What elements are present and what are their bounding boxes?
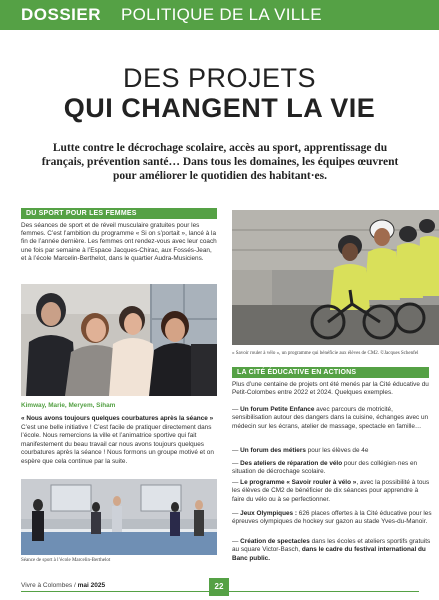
quote-heading: « Nous avons toujours quelques courbatures après la séance » (21, 415, 214, 422)
photo-bikes-caption: « Savoir rouler à vélo », un programme qui bénéficie aux élèves de CM2. ©Jacques Schenfel (232, 351, 419, 356)
photo-women-group-illustration (21, 284, 217, 396)
photo-women-group (21, 284, 217, 396)
section-header-bar (0, 0, 439, 30)
testimonial-quote (21, 415, 217, 467)
cite-item-3: — Des ateliers de réparation de vélo pour des collégien·nes en situation de décrochage scolaire. (232, 460, 418, 476)
cite-item-4-title: Le programme « Savoir rouler à vélo » (240, 479, 357, 486)
cite-item-5: — Jeux Olympiques : 626 places offertes à la Cité éducative pour les épreuves olympiques de hockey sur gazon au stade Yves-du-Manoir. (232, 510, 432, 526)
page-title-line1: DES PROJETS (122, 63, 317, 93)
quote-body: C’est une belle initiative ! C’est facile de pratiquer directement dans l’école. Nous remercions la ville et l’animatrice sportive qui fait manifestement du beau travail car nous avons toujours quelques courbatures après la séance ! Nous formons un groupe motivé et on espère que cela continue par la suite. (21, 423, 214, 465)
cite-item-2-text: pour les élèves de 4e (305, 447, 369, 454)
photo-children-bikes-illustration (232, 210, 439, 345)
cite-item-6-text: dans les écoles et ateliers sportifs gratuits au square Victor-Basch, (232, 538, 431, 554)
cite-item-4-text: , avec la possibilité à tous les élèves de CM2 de bénéficier de dix séances pour apprendre à faire du vélo ou à se perfectionner. (232, 479, 430, 503)
cite-item-5-title: Jeux Olympiques : (240, 510, 297, 517)
photo-women-caption: Kimway, Marie, Meryem, Siham (21, 402, 116, 409)
page-title-line2: QUI CHANGENT LA VIE (63, 93, 376, 123)
cite-item-4: — Le programme « Savoir rouler à vélo », avec la possibilité à tous les élèves de CM2 de bénéficier de dix séances pour apprendre à faire du vélo ou à se perfectionner. (232, 479, 430, 503)
cite-item-6-title: Création de spectacles (240, 538, 310, 545)
page-number: 22 (209, 578, 229, 596)
cite-item-3-text: pour des collégien·nes en situation de décrochage scolaire. (232, 460, 418, 476)
section-label-sport: DU SPORT POUR LES FEMMES (21, 208, 217, 219)
intro-paragraph: Lutte contre le décrochage scolaire, accès au sport, apprentissage du français, prévention santé… Dans tous les domaines, les équipes œuvrent pour améliorer le quotidien des habitant·es. (41, 142, 399, 182)
cite-item-2-title: Un forum des métiers (240, 447, 306, 454)
footer-mag-name: Vivre à Colombes (21, 582, 73, 589)
cite-item-6-title2: dans le cadre du festival international du Banc public. (232, 546, 426, 562)
footer-issue: mai 2025 (77, 582, 106, 589)
photo-sport-session (21, 479, 217, 555)
sport-paragraph: Des séances de sport et de réveil musculaire gratuites pour les femmes. C’est l’ambition du programme « Si on s’portait », lancé à la fin de l’année dernière. Les femmes ont rendez-vous avec leur coach une fois par semaine à l’Espace Jacques-Chirac, aux Fossés-Jean, et à l’école Marcelin-Berthelot, dans le quartier Audra-Musiciens. (21, 222, 217, 262)
cite-paragraph: Plus d’une centaine de projets ont été menés par la Cité éducative du Petit-Colombes entre 2022 et 2024. Quelques exemples. (232, 381, 429, 397)
photo-children-bikes (232, 210, 439, 345)
rubric-label: POLITIQUE DE LA VILLE (121, 5, 322, 24)
photo-sport-session-illustration (21, 479, 217, 555)
dossier-label: DOSSIER (21, 5, 102, 24)
cite-item-1-title: Un forum Petite Enfance (240, 406, 315, 413)
cite-item-2: — Un forum des métiers pour les élèves de 4e (232, 447, 369, 454)
section-label-cite: LA CITÉ ÉDUCATIVE EN ACTIONS (232, 367, 429, 378)
cite-item-1: — Un forum Petite Enfance avec parcours de motricité, sensibilisation autour des dangers dans la cuisine, échanges avec un médecin sur les écrans, atelier de massage, spectacle en famille… (232, 406, 429, 430)
cite-item-3-title: Des ateliers de réparation de vélo (240, 460, 343, 467)
cite-item-5-text: 626 places offertes à la Cité éducative pour les épreuves olympiques de hockey sur gazon au stade Yves-du-Manoir. (232, 510, 432, 526)
footer-sep: / (72, 582, 78, 589)
cite-item-6: — Création de spectacles dans les écoles et ateliers sportifs gratuits au square Victor-Basch, dans le cadre du festival international du Banc public. (232, 538, 431, 562)
photo-sport-caption: Séance de sport à l’école Marcelin-Berthelot (21, 558, 111, 563)
footer-magazine (21, 582, 105, 589)
cite-item-1-text: avec parcours de motricité, sensibilisation autour des dangers dans la cuisine, échanges avec un médecin sur les écrans, atelier de massage, spectacle en famille… (232, 406, 429, 430)
